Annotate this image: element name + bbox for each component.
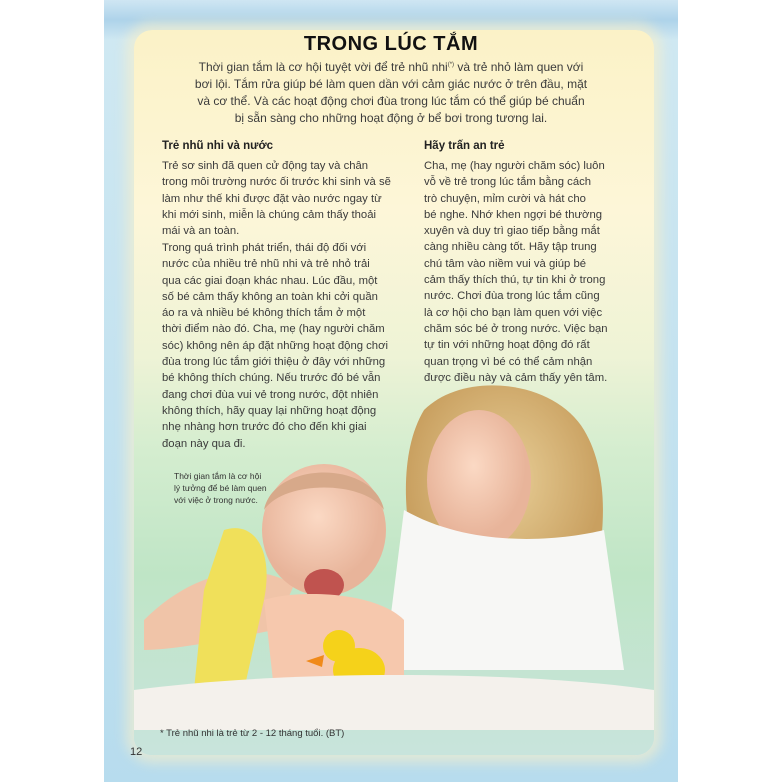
left-paragraph-1 (162, 158, 391, 239)
text-line: bé không thích chúng. Nếu trước đó bé vẫn (162, 372, 381, 385)
left-heading: Trẻ nhũ nhi và nước (162, 140, 274, 152)
text-line: quan trọng vì bé có thể cảm nhận (424, 355, 593, 368)
page-title: TRONG LÚC TẮM (303, 33, 479, 55)
text-line: làm như thế khi được đặt vào nước ngay từ (162, 192, 382, 205)
text-line: số bé cảm thấy không an toàn khi cởi quần (162, 290, 378, 303)
text-line: bé nghe. Nhớ khen ngợi bé thường (424, 208, 603, 221)
intro-line: và trẻ nhỏ làm quen với (457, 60, 584, 74)
left-paragraph-2 (162, 240, 388, 452)
intro-paragraph (144, 57, 638, 127)
text-line: càng nhiều càng tốt. Hãy tập trung (424, 241, 597, 254)
footnote-mark: (*) (447, 62, 455, 68)
text-line: đoạn này qua đi. (162, 437, 246, 450)
text-line: chăm sóc bé ở trong nước. Việc bạn (424, 322, 608, 335)
text-line: thời điểm nào đó. Cha, mẹ (hay người chăm (162, 323, 385, 336)
text-line: được điều này và cảm thấy yên tâm. (424, 371, 608, 384)
book-page (104, 0, 678, 782)
text-line: qua các giai đoạn khác nhau. Lúc đầu, một (162, 274, 378, 287)
photo-caption (174, 470, 267, 506)
text-line: Trong quá trình phát triển, thái độ đối với (162, 242, 367, 254)
text-line: trò chuyện, mỉm cười và hát cho (424, 192, 586, 205)
text-line: áo ra và nhiều bé không thích tắm ở một (162, 307, 366, 320)
caption-line: với việc ở trong nước. (174, 495, 258, 505)
page-number: 12 (130, 746, 143, 758)
caption-line: lý tưởng để bé làm quen (174, 483, 267, 493)
text-line: nước. Chơi đùa trong lúc tắm cũng (424, 290, 600, 303)
right-heading: Hãy trấn an trẻ (424, 140, 505, 152)
intro-line: bị sẵn sàng cho những hoạt động ở bể bơi trong tương lai. (234, 111, 548, 125)
text-line: sóc) không nên áp đặt những hoạt động chơi (162, 339, 389, 352)
footnote: * Trẻ nhũ nhi là trẻ từ 2 - 12 tháng tuổi. (BT) (160, 728, 345, 739)
right-paragraph (424, 158, 608, 386)
text-line: đang chơi đùa vui vẻ trong nước, đột nhiên (162, 388, 379, 401)
text-line: Trẻ sơ sinh đã quen cử động tay và chân (162, 160, 369, 172)
text-line: là cơ hội cho bạn làm quen với việc (424, 306, 603, 319)
text-line: tự tin với những hoạt động đó rất (424, 339, 590, 352)
text-line: vỗ về trẻ trong lúc tắm bằng cách (424, 176, 592, 189)
intro-line: bơi lội. Tắm rửa giúp bé làm quen dần với cảm giác nước ở trên đầu, mặt (194, 77, 588, 91)
text-line: xuyên và duy trì giao tiếp bằng mắt (424, 225, 600, 238)
text-line: Cha, mẹ (hay người chăm sóc) luôn (424, 160, 605, 172)
text-line: cảm thấy thích thú, tự tin khi ở trong (424, 274, 606, 287)
text-line: đùa trong lúc tắm giới thiệu ở đây với những (162, 356, 386, 369)
text-line: trong môi trường nước ối trước khi sinh và sẽ (162, 176, 391, 189)
intro-line: Thời gian tắm là cơ hội tuyệt vời để trẻ nhũ nhi (198, 60, 448, 74)
text-line: khi mới sinh, miễn là chúng cảm thấy thoải (162, 208, 376, 221)
intro-line: và cơ thể. Và các hoạt động chơi đùa trong lúc tắm có thể giúp bé chuẩn (197, 94, 585, 108)
text-line: nước của nhiều trẻ nhũ nhi và trẻ nhỏ trải (162, 258, 370, 271)
text-line: chú tâm vào niềm vui và giúp bé (424, 257, 587, 270)
text-line: nhẹ nhàng hơn trước đó cho đến khi giai (162, 421, 367, 434)
caption-line: Thời gian tắm là cơ hội (174, 471, 262, 481)
text-line: không thích, hãy quay lại những hoạt động (162, 404, 377, 417)
text-line: mái và an toàn. (162, 225, 240, 238)
